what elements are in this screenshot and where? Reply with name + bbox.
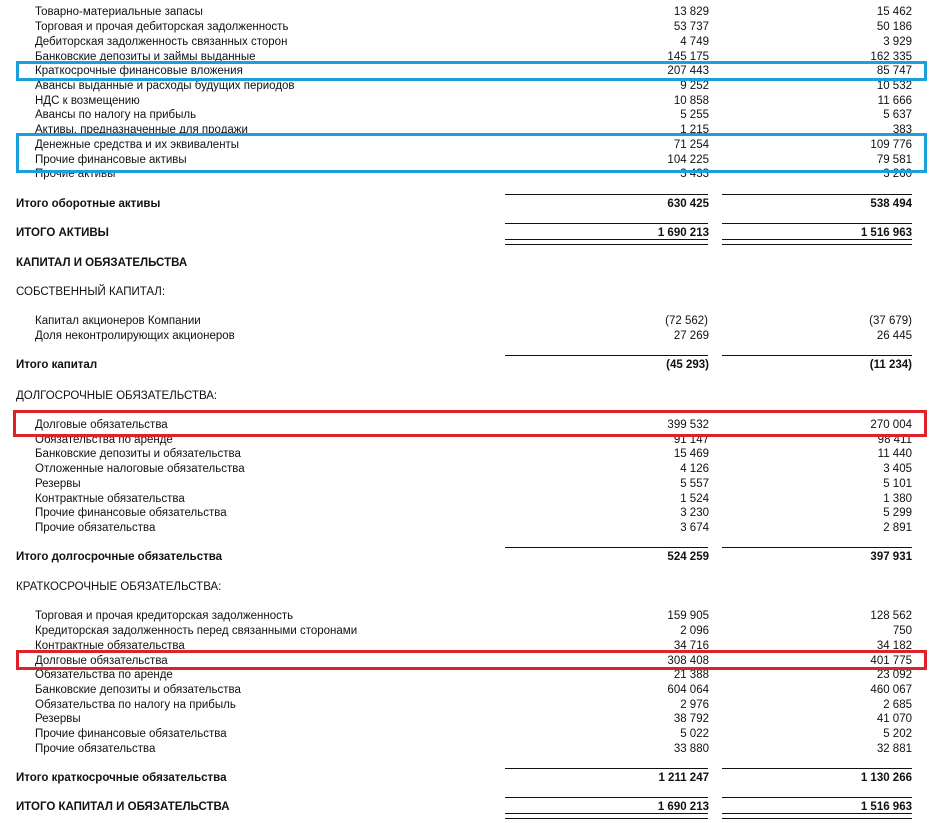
value-year2: 32 881 <box>876 743 912 755</box>
value-year2: 270 004 <box>870 419 912 431</box>
value-year1: 21 388 <box>673 669 709 681</box>
value-year1: 2 976 <box>680 699 709 711</box>
value-year2: 98 411 <box>877 434 912 446</box>
row-label: Прочие обязательства <box>35 522 156 534</box>
row-label: Банковские депозиты и обязательства <box>35 684 241 696</box>
table-row <box>0 108 933 123</box>
section-heading <box>0 389 933 404</box>
value-year2: 5 299 <box>883 507 912 519</box>
row-label: Итого краткосрочные обязательства <box>16 772 227 784</box>
row-label: Доля неконтролирующих акционеров <box>35 330 235 342</box>
row-label: Долговые обязательства <box>35 655 168 667</box>
highlight-box-blue <box>16 133 927 173</box>
value-year1: 71 254 <box>673 139 709 151</box>
value-year2: 401 775 <box>870 655 912 667</box>
value-year1: 9 252 <box>680 80 709 92</box>
row-label: Итого оборотные активы <box>16 198 161 210</box>
row-label: Капитал акционеров Компании <box>35 315 201 327</box>
value-year1: 5 557 <box>680 478 709 490</box>
table-row <box>0 462 933 477</box>
value-year1: 159 905 <box>667 610 709 622</box>
value-year1: 34 716 <box>673 640 709 652</box>
table-row <box>0 698 933 713</box>
table-row <box>0 727 933 742</box>
value-year1: 3 230 <box>680 507 709 519</box>
value-year1: 15 469 <box>673 448 709 460</box>
total-rule <box>722 768 912 769</box>
row-label: Банковские депозиты и займы выданные <box>35 51 256 63</box>
value-year2: 15 462 <box>876 6 912 18</box>
row-label: Резервы <box>35 478 81 490</box>
value-year2: 2 685 <box>883 699 912 711</box>
row-label: Итого капитал <box>16 359 98 371</box>
table-row <box>0 609 933 624</box>
value-year2: 1 516 963 <box>860 801 912 813</box>
value-year1: 33 880 <box>673 743 709 755</box>
row-label: Контрактные обязательства <box>35 640 185 652</box>
table-row <box>0 742 933 757</box>
double-rule <box>505 239 708 245</box>
row-label: Обязательства по аренде <box>35 669 173 681</box>
value-year1: 145 175 <box>667 51 709 63</box>
table-row <box>0 506 933 521</box>
value-year2: 162 335 <box>870 51 912 63</box>
value-year1: 91 147 <box>673 434 709 446</box>
value-year1: 5 022 <box>680 728 709 740</box>
value-year2: 11 440 <box>877 448 912 460</box>
value-year1: 399 532 <box>667 419 709 431</box>
value-year2: 1 380 <box>883 493 912 505</box>
row-label: Обязательства по налогу на прибыль <box>35 699 236 711</box>
section-title: КРАТКОСРОЧНЫЕ ОБЯЗАТЕЛЬСТВА: <box>16 581 222 593</box>
row-label: Резервы <box>35 713 81 725</box>
table-row <box>0 521 933 536</box>
value-year2: 85 747 <box>876 65 912 77</box>
row-label: Отложенные налоговые обязательства <box>35 463 245 475</box>
value-year2: 2 891 <box>883 522 912 534</box>
value-year1: 104 225 <box>667 154 709 166</box>
total-rule <box>722 223 912 224</box>
value-year2: 1 130 266 <box>860 772 912 784</box>
value-year2: 41 070 <box>876 713 912 725</box>
total-rule <box>722 355 912 356</box>
value-year2: 79 581 <box>876 154 912 166</box>
row-label: Торговая и прочая дебиторская задолженность <box>35 21 289 33</box>
value-year1: (45 293) <box>666 359 709 371</box>
section-title: СОБСТВЕННЫЙ КАПИТАЛ: <box>16 286 166 298</box>
row-label: Прочие обязательства <box>35 743 156 755</box>
value-year2: 460 067 <box>870 684 912 696</box>
value-year2: 10 532 <box>876 80 912 92</box>
value-year2: 5 202 <box>883 728 912 740</box>
table-row <box>0 5 933 20</box>
table-row <box>0 683 933 698</box>
row-label: Контрактные обязательства <box>35 493 185 505</box>
section-heading <box>0 285 933 300</box>
total-rule <box>505 223 708 224</box>
value-year1: 1 524 <box>680 493 709 505</box>
value-year2: 383 <box>892 124 912 136</box>
value-year1: 53 737 <box>673 21 709 33</box>
row-label: Товарно-материальные запасы <box>35 6 203 18</box>
section-title: ДОЛГОСРОЧНЫЕ ОБЯЗАТЕЛЬСТВА: <box>16 390 218 402</box>
value-year2: 1 516 963 <box>860 227 912 239</box>
total-rule <box>722 547 912 548</box>
value-year2: 397 931 <box>870 551 912 563</box>
total-rule <box>505 355 708 356</box>
double-rule <box>505 813 708 819</box>
total-row <box>0 358 933 373</box>
table-row <box>0 477 933 492</box>
row-label: Итого долгосрочные обязательства <box>16 551 223 563</box>
row-label: Прочие активы <box>35 168 116 180</box>
value-year1: 13 829 <box>673 6 709 18</box>
value-year1: 4 749 <box>680 36 709 48</box>
row-label: Обязательства по аренде <box>35 434 173 446</box>
value-year1: 207 443 <box>667 65 709 77</box>
value-year1: 1 690 213 <box>657 227 709 239</box>
value-year1: 2 096 <box>680 625 709 637</box>
total-rule <box>722 194 912 195</box>
highlight-box-red <box>16 650 927 670</box>
value-year1: 1 690 213 <box>657 801 709 813</box>
value-year1: 630 425 <box>667 198 709 210</box>
value-year1: 38 792 <box>673 713 709 725</box>
value-year1: 308 408 <box>667 655 709 667</box>
value-year2: 5 101 <box>883 478 912 490</box>
value-year1: 524 259 <box>667 551 709 563</box>
value-year2: 750 <box>892 625 912 637</box>
double-rule <box>722 813 912 819</box>
row-label: Авансы по налогу на прибыль <box>35 109 197 121</box>
row-label: НДС к возмещению <box>35 95 140 107</box>
total-row <box>0 550 933 565</box>
total-row <box>0 771 933 786</box>
value-year1: (72 562) <box>665 315 708 327</box>
value-year2: 23 092 <box>876 669 912 681</box>
highlight-box-red <box>13 410 927 437</box>
value-year2: 3 405 <box>883 463 912 475</box>
value-year2: (11 234) <box>869 359 912 371</box>
table-row <box>0 447 933 462</box>
row-label: Прочие финансовые обязательства <box>35 728 227 740</box>
table-row <box>0 329 933 344</box>
value-year1: 4 126 <box>680 463 709 475</box>
total-rule <box>505 768 708 769</box>
section-heading <box>0 580 933 595</box>
value-year1: 604 064 <box>667 684 709 696</box>
row-label: Дебиторская задолженность связанных сторон <box>35 36 288 48</box>
row-label: Долговые обязательства <box>35 419 168 431</box>
value-year1: 1 211 247 <box>658 772 709 784</box>
row-label: Краткосрочные финансовые вложения <box>35 65 243 77</box>
section-heading <box>0 256 933 271</box>
row-label: ИТОГО АКТИВЫ <box>16 227 109 239</box>
row-label: Авансы выданные и расходы будущих периодов <box>35 80 295 92</box>
value-year2: 34 182 <box>876 640 912 652</box>
section-title: КАПИТАЛ И ОБЯЗАТЕЛЬСТВА <box>16 257 188 269</box>
row-label: Прочие финансовые обязательства <box>35 507 227 519</box>
table-row <box>0 35 933 50</box>
row-label: Банковские депозиты и обязательства <box>35 448 241 460</box>
value-year2: 11 666 <box>877 95 912 107</box>
value-year2: (37 679) <box>869 315 912 327</box>
value-year2: 5 637 <box>883 109 912 121</box>
table-row <box>0 712 933 727</box>
row-label: Денежные средства и их эквиваленты <box>35 139 240 151</box>
table-row <box>0 79 933 94</box>
highlight-box-blue <box>16 61 927 81</box>
double-rule <box>722 239 912 245</box>
value-year2: 3 929 <box>883 36 912 48</box>
total-rule <box>505 194 708 195</box>
table-row <box>0 94 933 109</box>
value-year2: 50 186 <box>876 21 912 33</box>
value-year2: 538 494 <box>870 198 912 210</box>
value-year2: 26 445 <box>876 330 912 342</box>
value-year1: 1 215 <box>680 124 709 136</box>
value-year2: 3 260 <box>883 168 912 180</box>
table-row <box>0 624 933 639</box>
value-year2: 128 562 <box>870 610 912 622</box>
table-row <box>0 668 933 683</box>
value-year1: 10 858 <box>673 95 709 107</box>
value-year1: 3 674 <box>680 522 709 534</box>
table-row <box>0 314 933 329</box>
total-rule <box>722 797 912 798</box>
row-label: Кредиторская задолженность перед связанными сторонами <box>35 625 358 637</box>
total-rule <box>505 547 708 548</box>
row-label: Прочие финансовые активы <box>35 154 187 166</box>
value-year1: 5 255 <box>680 109 709 121</box>
row-label: Активы, предназначенные для продажи <box>35 124 248 136</box>
table-row <box>0 492 933 507</box>
row-label: Торговая и прочая кредиторская задолженность <box>35 610 294 622</box>
total-rule <box>505 797 708 798</box>
row-label: ИТОГО КАПИТАЛ И ОБЯЗАТЕЛЬСТВА <box>16 801 230 813</box>
value-year2: 109 776 <box>870 139 912 151</box>
value-year1: 3 433 <box>680 168 709 180</box>
value-year1: 27 269 <box>673 330 709 342</box>
total-row <box>0 197 933 212</box>
table-row <box>0 20 933 35</box>
